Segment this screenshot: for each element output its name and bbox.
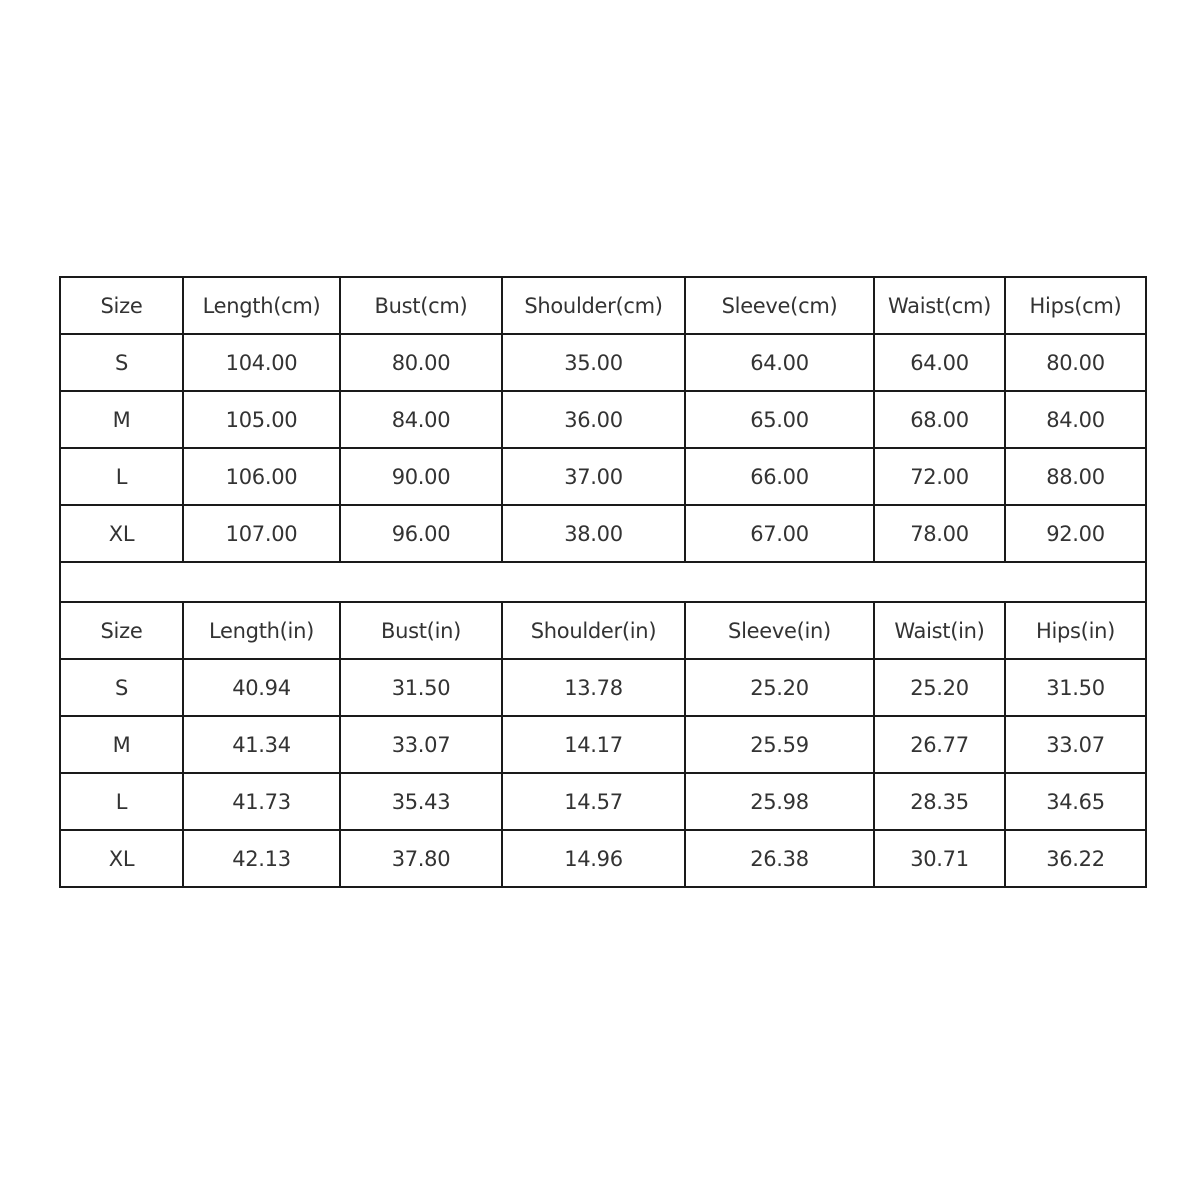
- measurement-cell: 88.00: [1005, 448, 1146, 505]
- measurement-cell: 31.50: [1005, 659, 1146, 716]
- measurement-cell: 96.00: [340, 505, 502, 562]
- measurement-cell: 34.65: [1005, 773, 1146, 830]
- measurement-cell: 66.00: [685, 448, 874, 505]
- column-header: Shoulder(in): [502, 602, 685, 659]
- measurement-cell: 41.73: [183, 773, 340, 830]
- measurement-cell: 37.00: [502, 448, 685, 505]
- measurement-cell: 28.35: [874, 773, 1005, 830]
- measurement-cell: 36.00: [502, 391, 685, 448]
- measurement-cell: 65.00: [685, 391, 874, 448]
- measurement-cell: 107.00: [183, 505, 340, 562]
- measurement-cell: 68.00: [874, 391, 1005, 448]
- column-header: Size: [60, 602, 183, 659]
- size-label-cell: XL: [60, 830, 183, 887]
- table-row: [60, 716, 1146, 773]
- table-row: [60, 505, 1146, 562]
- measurement-cell: 25.59: [685, 716, 874, 773]
- measurement-cell: 84.00: [340, 391, 502, 448]
- column-header: Waist(in): [874, 602, 1005, 659]
- column-header: Waist(cm): [874, 277, 1005, 334]
- size-label-cell: M: [60, 716, 183, 773]
- measurement-cell: 14.57: [502, 773, 685, 830]
- measurement-cell: 42.13: [183, 830, 340, 887]
- measurement-cell: 38.00: [502, 505, 685, 562]
- measurement-cell: 36.22: [1005, 830, 1146, 887]
- measurement-cell: 14.96: [502, 830, 685, 887]
- measurement-cell: 41.34: [183, 716, 340, 773]
- measurement-cell: 37.80: [340, 830, 502, 887]
- column-header: Bust(cm): [340, 277, 502, 334]
- section-divider-cell: [60, 562, 1146, 602]
- measurement-cell: 84.00: [1005, 391, 1146, 448]
- measurement-cell: 104.00: [183, 334, 340, 391]
- measurement-cell: 67.00: [685, 505, 874, 562]
- size-label-cell: L: [60, 448, 183, 505]
- measurement-cell: 33.07: [1005, 716, 1146, 773]
- measurement-cell: 90.00: [340, 448, 502, 505]
- size-label-cell: M: [60, 391, 183, 448]
- column-header: Sleeve(in): [685, 602, 874, 659]
- table-row: [60, 830, 1146, 887]
- column-header: Shoulder(cm): [502, 277, 685, 334]
- column-header: Hips(cm): [1005, 277, 1146, 334]
- measurement-cell: 35.00: [502, 334, 685, 391]
- size-label-cell: XL: [60, 505, 183, 562]
- size-label-cell: S: [60, 659, 183, 716]
- measurement-cell: 25.20: [685, 659, 874, 716]
- column-header: Size: [60, 277, 183, 334]
- size-label-cell: S: [60, 334, 183, 391]
- measurement-cell: 33.07: [340, 716, 502, 773]
- measurement-cell: 13.78: [502, 659, 685, 716]
- measurement-cell: 64.00: [874, 334, 1005, 391]
- column-header: Length(cm): [183, 277, 340, 334]
- table-row: [60, 391, 1146, 448]
- column-header: Sleeve(cm): [685, 277, 874, 334]
- column-header: Bust(in): [340, 602, 502, 659]
- measurement-cell: 30.71: [874, 830, 1005, 887]
- table-row: [60, 773, 1146, 830]
- measurement-cell: 26.77: [874, 716, 1005, 773]
- measurement-cell: 26.38: [685, 830, 874, 887]
- measurement-cell: 106.00: [183, 448, 340, 505]
- measurement-cell: 35.43: [340, 773, 502, 830]
- measurement-cell: 25.98: [685, 773, 874, 830]
- header-row-in: [60, 602, 1146, 659]
- table-row: [60, 334, 1146, 391]
- measurement-cell: 78.00: [874, 505, 1005, 562]
- header-row-cm: [60, 277, 1146, 334]
- measurement-cell: 31.50: [340, 659, 502, 716]
- table-row: [60, 659, 1146, 716]
- measurement-cell: 80.00: [1005, 334, 1146, 391]
- measurement-cell: 40.94: [183, 659, 340, 716]
- measurement-cell: 25.20: [874, 659, 1005, 716]
- size-chart-table: [59, 276, 1147, 888]
- section-divider-row: [60, 562, 1146, 602]
- measurement-cell: 14.17: [502, 716, 685, 773]
- column-header: Length(in): [183, 602, 340, 659]
- measurement-cell: 64.00: [685, 334, 874, 391]
- size-chart-body: [60, 277, 1146, 887]
- column-header: Hips(in): [1005, 602, 1146, 659]
- table-row: [60, 448, 1146, 505]
- measurement-cell: 80.00: [340, 334, 502, 391]
- measurement-cell: 92.00: [1005, 505, 1146, 562]
- measurement-cell: 105.00: [183, 391, 340, 448]
- measurement-cell: 72.00: [874, 448, 1005, 505]
- size-label-cell: L: [60, 773, 183, 830]
